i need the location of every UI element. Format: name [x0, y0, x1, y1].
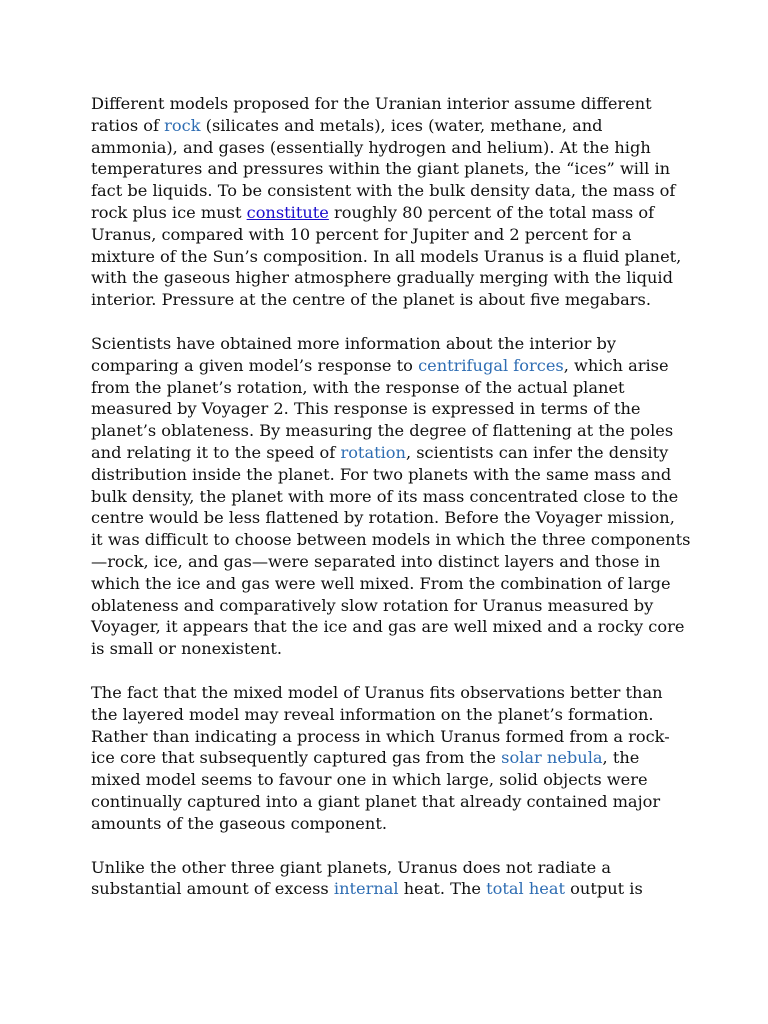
link-total-heat[interactable]: total heat	[486, 879, 566, 899]
paragraph-1	[91, 93, 691, 311]
text-segment: (silicates and metals), ices (water, methane, and ammonia), and gases (essentially hydrogen and helium). At the high temperatures and pressures within the giant planets, the “ices” will in fact be liquids. To be consistent with the bulk density data, the mass of rock plus ice must	[91, 115, 676, 222]
paragraph-4	[91, 857, 691, 901]
document-body	[91, 93, 691, 922]
link-solar-nebula[interactable]: solar nebula	[501, 748, 603, 768]
paragraph-3	[91, 682, 691, 835]
text-segment: heat. The	[398, 879, 487, 899]
text-segment: The fact that the mixed model of Uranus fits observations better than the layered model may reveal information on the planet’s formation. Rather than indicating a process in which Uranus formed from a rock-ice core that subsequently captured gas from the	[91, 682, 670, 768]
link-centrifugal-forces[interactable]: centrifugal forces	[418, 355, 564, 375]
link-constitute[interactable]: constitute	[246, 202, 329, 222]
link-rock[interactable]: rock	[164, 115, 201, 135]
text-segment: Scientists have obtained more information about the interior by comparing a given model’s response to	[91, 333, 617, 375]
text-segment: Unlike the other three giant planets, Uranus does not radiate a substantial amount of excess	[91, 857, 612, 899]
text-segment: , which arise from the planet’s rotation, with the response of the actual planet measured by Voyager 2. This response is expressed in terms of the planet’s oblateness. By measuring the degree of flattening at the poles and relating it to the speed of	[91, 355, 674, 462]
text-segment: , scientists can infer the density distribution inside the planet. For two planets with the same mass and bulk density, the planet with more of its mass concentrated close to the centre would be less flattened by rotation. Before the Voyager mission, it was difficult to choose between models in which the three components—rock, ice, and gas—were separated into distinct layers and those in which the ice and gas were well mixed. From the combination of large oblateness and comparatively slow rotation for Uranus measured by Voyager, it appears that the ice and gas are well mixed and a rocky core is small or nonexistent.	[91, 442, 691, 659]
link-internal[interactable]: internal	[333, 879, 399, 899]
text-segment: roughly 80 percent of the total mass of Uranus, compared with 10 percent for Jupiter and 2 percent for a mixture of the Sun’s composition. In all models Uranus is a fluid planet, with the gaseous higher atmosphere gradually merging with the liquid interior. Pressure at the centre of the planet is about five megabars.	[91, 202, 682, 310]
text-segment: output is	[565, 879, 643, 899]
paragraph-2	[91, 333, 691, 660]
text-segment: Different models proposed for the Uranian interior assume different ratios of	[91, 94, 652, 135]
link-rotation[interactable]: rotation	[340, 442, 406, 462]
text-segment: , the mixed model seems to favour one in which large, solid objects were continually captured into a giant planet that already contained major amounts of the gaseous component.	[91, 748, 661, 833]
